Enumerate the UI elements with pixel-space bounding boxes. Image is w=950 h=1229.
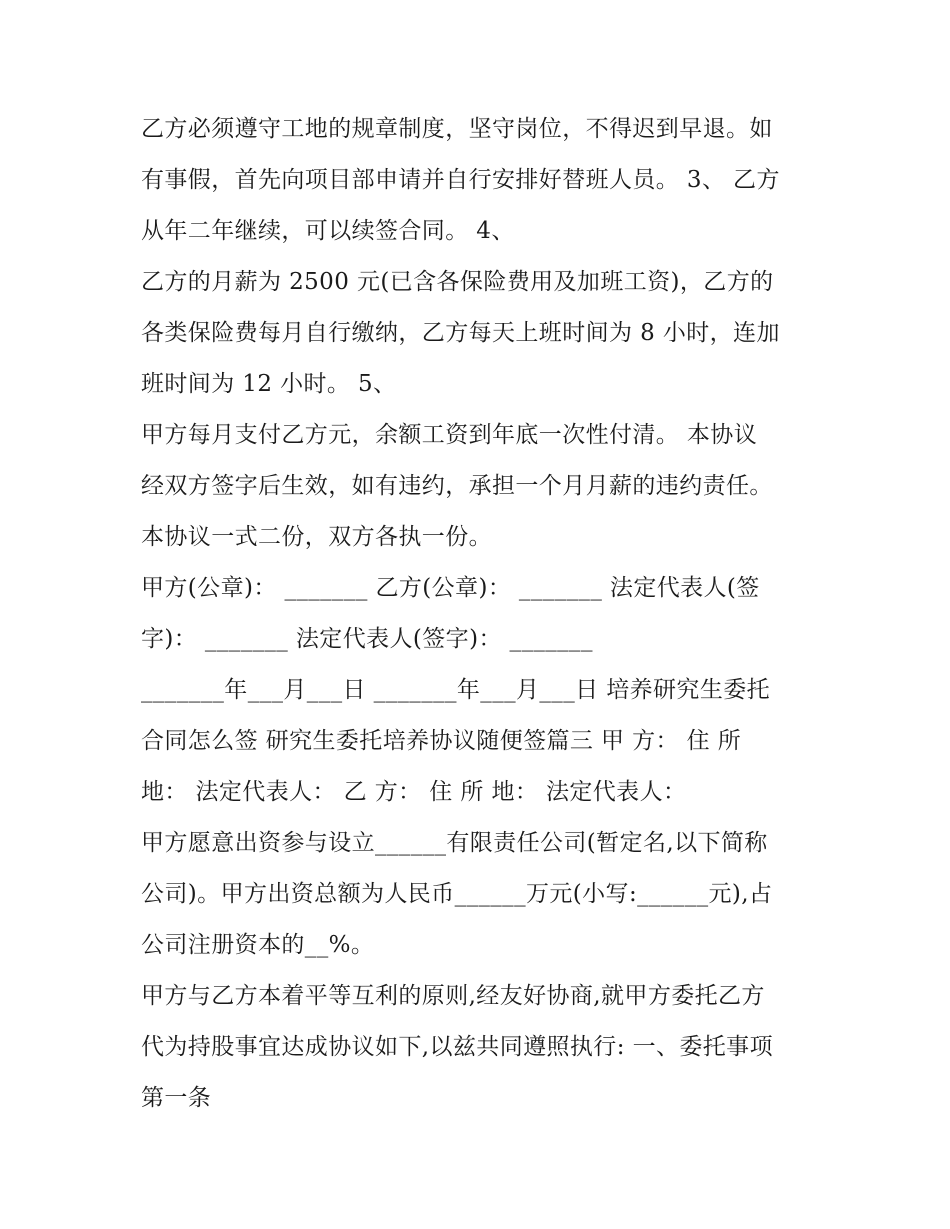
text-line: 地： 法定代表人： 乙 方： 住 所 地： 法定代表人： (141, 779, 687, 805)
text-line: 乙方的月薪为 2500 元(已含各保险费用及加班工资)，乙方的 (141, 269, 774, 295)
text-line: 经双方签字后生效，如有违约，承担一个月月薪的违约责任。 (141, 473, 773, 499)
text-line: 甲方每月支付乙方元，余额工资到年底一次性付清。 本协议 (141, 422, 758, 448)
text-line: 有事假，首先向项目部申请并自行安排好替班人员。 3、 乙方 (141, 167, 780, 193)
signature-line: 字)： _______ 法定代表人(签字)： _______ (141, 626, 593, 652)
text-line: 代为持股事宜达成协议如下,以兹共同遵照执行: 一、委托事项 (141, 1034, 773, 1060)
text-line: 本协议一式二份，双方各执一份。 (141, 524, 492, 550)
text-line: 甲方与乙方本着平等互利的原则,经友好协商,就甲方委托乙方 (141, 983, 765, 1009)
text-line: 各类保险费每月自行缴纳，乙方每天上班时间为 8 小时，连加 (141, 320, 780, 346)
text-line: 从年二年继续，可以续签合同。 4、 (141, 218, 515, 244)
signature-line: 甲方(公章)： _______ 乙方(公章)： _______ 法定代表人(签 (141, 575, 760, 601)
text-line: 班时间为 12 小时。 5、 (141, 371, 397, 397)
text-line: 合同怎么签 研究生委托培养协议随便签篇三 甲 方： 住 所 (141, 728, 742, 754)
text-line: 公司)。甲方出资总额为人民币______万元(小写:______元),占 (141, 881, 773, 907)
section-heading: 第一条 (141, 1085, 212, 1111)
text-line: 公司注册资本的__%。 (141, 932, 375, 958)
text-line: 乙方必须遵守工地的规章制度，坚守岗位，不得迟到早退。如 (141, 116, 773, 142)
document-body (141, 104, 821, 1124)
date-line: _______年___月___日 _______年___月___日 培养研究生委托 (141, 677, 771, 703)
text-line: 甲方愿意出资参与设立______有限责任公司(暂定名,以下简称 (141, 830, 768, 856)
